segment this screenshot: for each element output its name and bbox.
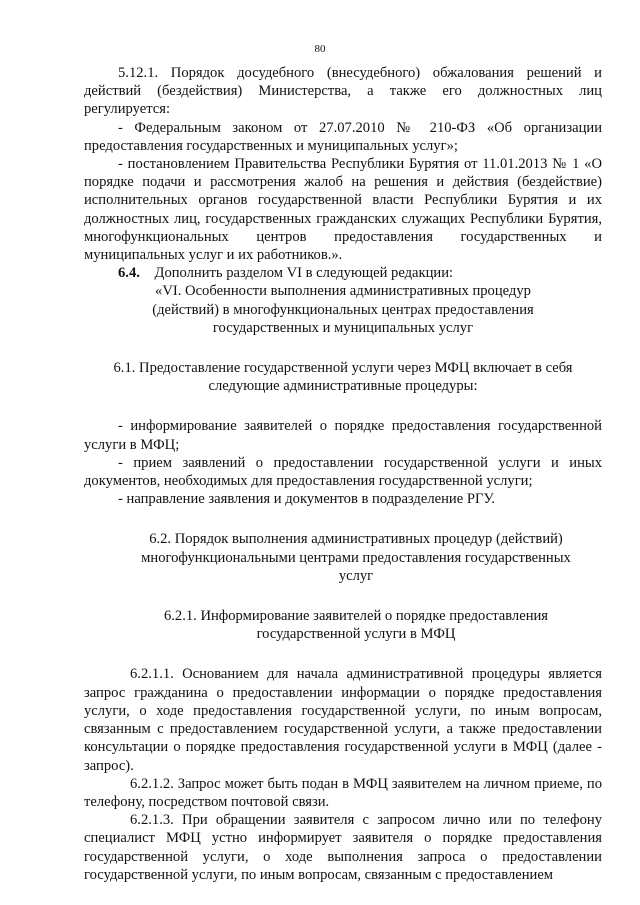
section-vi-title-line: государственных и муниципальных услуг: [212, 319, 474, 336]
paragraph-6-2-1-3: 6.2.1.3. При обращении заявителя с запросом лично или по телефону специалист МФЦ устно информирует заявителя о порядке предоставления государственной услуги, о ходе выполнения запроса о предоставлении государственной услуги, по иным вопросам, связанным с предоставлением: [84, 812, 602, 883]
heading-6-2: [84, 530, 602, 585]
paragraph-5-12-1: 5.12.1. Порядок досудебного (внесудебного) обжалования решений и действий (бездействия) Министерства, а также его должностных лиц регулируется:: [84, 65, 602, 118]
heading-6-2-1-line: 6.2.1. Информирование заявителей о порядке предоставления: [163, 608, 549, 625]
page-number: 80: [314, 43, 326, 55]
section-vi-title-line: «VI. Особенности выполнения административных процедур: [155, 283, 531, 300]
item-6-4-text: Дополнить разделом VI в следующей редакции:: [154, 265, 454, 282]
item-6-4: [84, 264, 602, 282]
heading-6-2-line: многофункциональными центрами предоставления государственных: [141, 549, 571, 566]
document-body: [84, 64, 602, 884]
section-vi-title: [84, 282, 602, 337]
paragraph-6-1-line: следующие административные процедуры:: [208, 378, 478, 395]
paragraph-federal-law: - Федеральным законом от 27.07.2010 № 210-ФЗ «Об организации предоставления государственных и муниципальных услуг»;: [84, 119, 602, 154]
heading-6-2-line: услуг: [338, 567, 374, 584]
paragraph-6-2-1-1: 6.2.1.1. Основанием для начала административной процедуры является запрос гражданина о предоставлении информации о порядке предоставления услуги, о ходе предоставления государственной услуги, по иным вопросам, связанным с предоставлением государственной услуги, а также предоставлении консультации о порядке предоставления государственной услуги в МФЦ (далее - запрос).: [84, 666, 602, 774]
item-6-4-number: 6.4.: [118, 265, 140, 282]
heading-6-2-line: 6.2. Порядок выполнения административных процедур (действий): [149, 531, 563, 548]
procedure-list: [84, 417, 602, 508]
procedure-item: - информирование заявителей о порядке предоставления государственной услуги в МФЦ;: [84, 418, 602, 453]
heading-6-2-1-line: государственной услуги в МФЦ: [256, 626, 456, 643]
heading-6-2-1: [84, 607, 602, 643]
procedure-item: - прием заявлений о предоставлении государственной услуги и иных документов, необходимых для предоставления государственной услуги;: [84, 454, 602, 490]
paragraph-6-1: [84, 359, 602, 395]
section-vi-title-line: (действий) в многофункциональных центрах предоставления: [152, 301, 534, 318]
paragraph-6-2-1-2: 6.2.1.2. Запрос может быть подан в МФЦ заявителем на личном приеме, по телефону, посредством почтовой связи.: [84, 775, 602, 810]
paragraph-6-1-line: 6.1. Предоставление государственной услуги через МФЦ включает в себя: [113, 360, 573, 377]
procedure-item: - направление заявления и документов в подразделение РГУ.: [118, 491, 495, 508]
paragraph-resolution: - постановлением Правительства Республики Бурятия от 11.01.2013 № 1 «О порядке подачи и рассмотрения жалоб на решения и действия (бездействие) исполнительных органов государственной власти Республики Бурятия и их должностных лиц, государственных гражданских служащих Республики Бурятия, многофункциональных центров предоставления государственных и муниципальных услуг и их работников.».: [84, 156, 602, 264]
